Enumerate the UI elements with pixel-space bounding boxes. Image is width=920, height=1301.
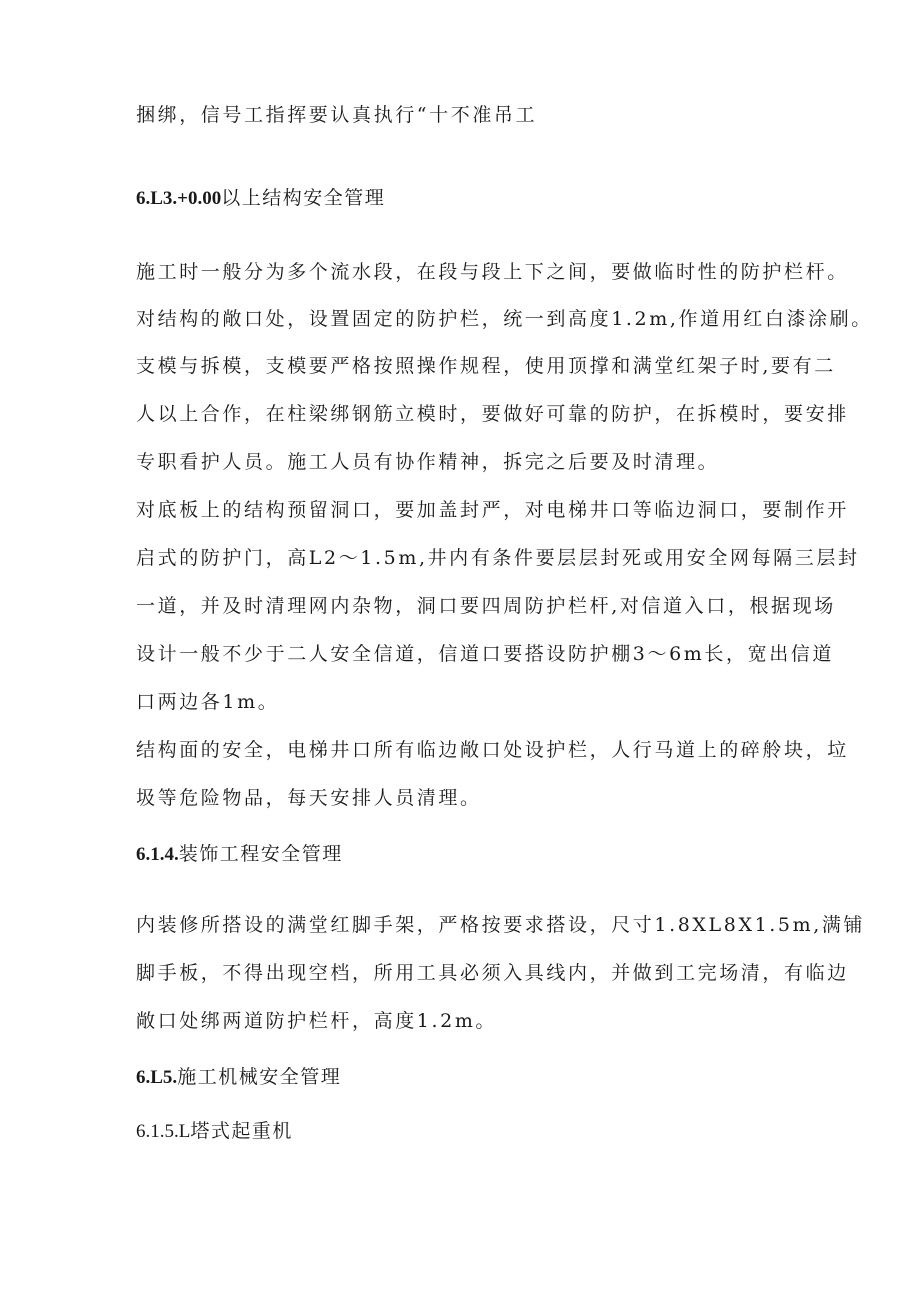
- section-heading-613: [136, 186, 385, 211]
- paragraph-line: 口两边各1m。: [136, 691, 280, 713]
- section-title: 装饰工程安全管理: [178, 843, 343, 865]
- section-number: 6.1.4.: [136, 844, 179, 865]
- paragraph-line: 一道，并及时清理网内杂物，洞口要四周防护栏杆,对信道入口，根据现场: [136, 595, 836, 617]
- paragraph-line: 敞口处绑两道防护栏杆，高度1.2m。: [136, 1010, 498, 1032]
- paragraph-line: 结构面的安全，电梯井口所有临边敞口处设护栏，人行马道上的碎舲块，垃: [136, 739, 849, 761]
- section-title: 施工机械安全管理: [177, 1066, 342, 1088]
- paragraph-line: 脚手板，不得出现空档，所用工具必须入具线内，并做到工完场清，有临边: [136, 962, 849, 984]
- paragraph-line: 对结构的敞口处，设置固定的防护栏，统一到高度1.2m,作道用红白漆涂刷。: [136, 308, 873, 330]
- paragraph-line: 施工时一般分为多个流水段，在段与段上下之间，要做临时性的防护栏杆。: [136, 261, 849, 283]
- section-number: 6.L5.: [136, 1067, 178, 1088]
- paragraph-line: 支模与拆模，支模要严格按照操作规程，使用顶撑和满堂红架子时,要有二: [136, 355, 836, 377]
- paragraph-line: 启式的防护门，高L2～1.5m,井内有条件要层层封死或用安全网每隔三层封: [136, 547, 860, 569]
- section-number: 6.L3.+0.00: [136, 188, 222, 209]
- paragraph-line: 设计一般不少于二人安全信道，信道口要搭设防护棚3～6m长，宽出信道: [136, 643, 834, 665]
- paragraph-line: 对底板上的结构预留洞口，要加盖封严，对电梯井口等临边洞口，要制作开: [136, 499, 849, 521]
- section-title: 以上结构安全管理: [221, 187, 386, 209]
- section-heading-615: [136, 1065, 341, 1090]
- paragraph-line: 内装修所搭设的满堂红脚手架，严格按要求搭设，尺寸1.8XL8X1.5m,满铺: [136, 914, 866, 936]
- paragraph-line: 专职看护人员。施工人员有协作精神，拆完之后要及时清理。: [136, 451, 720, 473]
- subsection-title: 塔式起重机: [190, 1120, 293, 1142]
- section-heading-614: [136, 842, 343, 867]
- paragraph-line: 人以上合作，在柱梁绑钢筋立模时，要做好可靠的防护，在拆模时，要安排: [136, 403, 849, 425]
- subsection-heading-6151: [136, 1119, 293, 1144]
- paragraph-line: 圾等危险物品，每天安排人员清理。: [136, 787, 482, 809]
- subsection-number: 6.1.5.L: [136, 1121, 191, 1142]
- paragraph-line-top: 捆绑，信号工指挥要认真执行“十不准吊工: [136, 104, 538, 126]
